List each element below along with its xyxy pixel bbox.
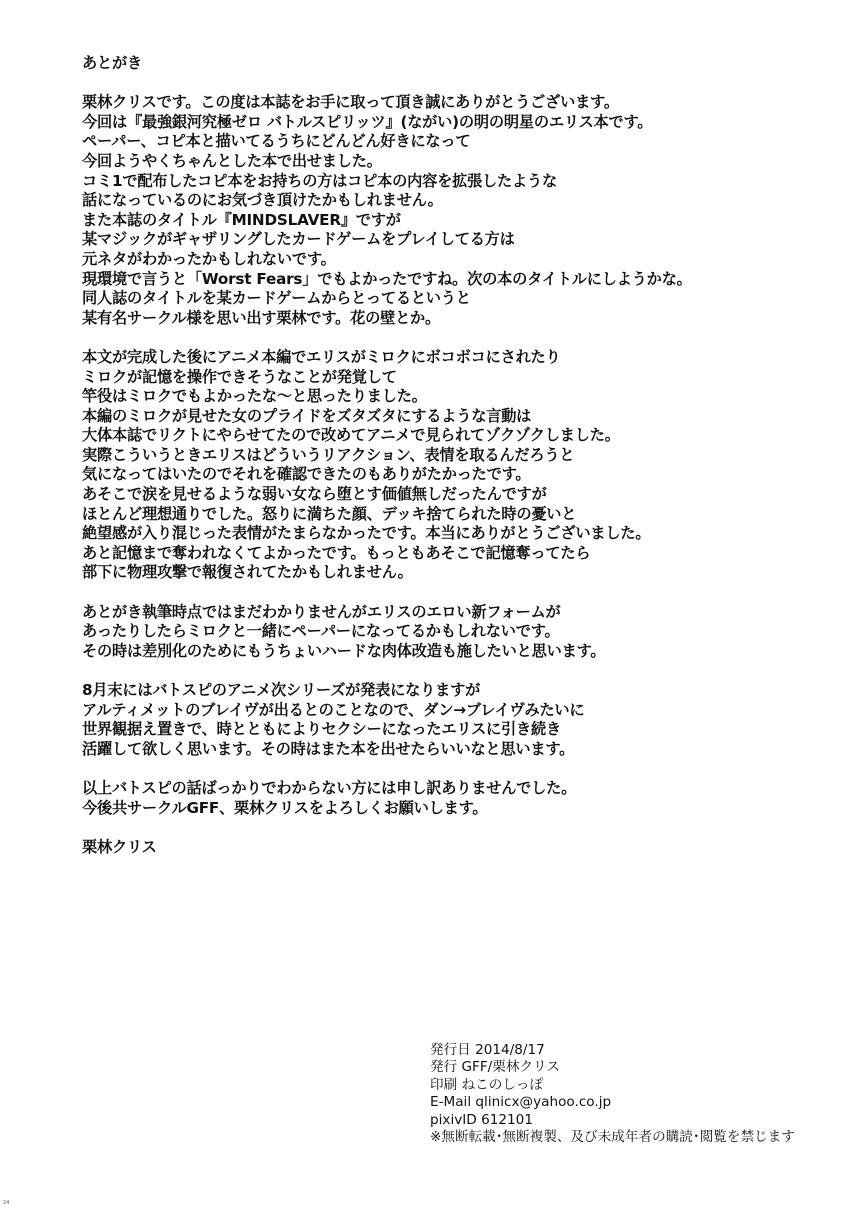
text-line: ペーパー、コピ本と描いてるうちにどんどん好きになって (82, 132, 471, 151)
text-line: コミ1で配布したコピ本をお持ちの方はコピ本の内容を拡張したような (82, 171, 557, 190)
afterword (82, 54, 802, 857)
text-line: 本編のミロクが見せた女のプライドをズタズタにするような言動は (82, 406, 532, 425)
text-line: 気になってはいたのでそれを確認できたのもありがたかったです。 (82, 465, 531, 484)
text-line: 話になっているのにお気づき頂けたかもしれません。 (82, 191, 443, 210)
text-line: 今後共サークルGFF、栗林クリスをよろしくお願いします。 (82, 798, 488, 817)
text-line: 絶望感が入り混じった表情がたまらなかったです。本当にありがとうございました。 (82, 524, 651, 543)
text-line: 8月末にはバトスピのアニメ次シリーズが発表になりますが (82, 681, 481, 699)
colophon-email: E-Mail qlinicx@yahoo.co.jp (430, 1094, 612, 1111)
text-line: 部下に物理攻撃で報復されてたかもしれません。 (82, 563, 413, 582)
text-line: 栗林クリスです。この度は本誌をお手に取って頂き誠にありがとうございます。 (82, 93, 619, 112)
text-line: また本誌のタイトル『MINDSLAVER』ですが (82, 210, 401, 229)
signature: 栗林クリス (82, 837, 157, 856)
text-line: ミロクが記憶を操作できそうなことが発覚して (82, 367, 397, 386)
colophon-pixiv-id: pixivID 612101 (430, 1111, 533, 1128)
page-number: 24 (3, 1200, 10, 1206)
afterword-heading: あとがき (82, 54, 142, 72)
text-line: あと記憶まで奪われなくてよかったです。もっともあそこで記憶奪ってたら (82, 543, 591, 562)
colophon (430, 1042, 850, 1146)
text-line: あとがき執筆時点ではまだわかりませんがエリスのエロい新フォームが (82, 602, 561, 621)
text-line: 世界観据え置きで、時とともによりセクシーになったエリスに引き続き (82, 720, 561, 739)
paragraph (82, 603, 802, 662)
text-line: あそこで涙を見せるような弱い女なら堕とす価値無しだったんですが (82, 485, 547, 504)
text-line: 竿役はミロクでもよかったな〜と思ったりました。 (82, 387, 427, 406)
paragraph (82, 348, 802, 583)
paragraph (82, 681, 802, 759)
colophon-notice: ※無断転載･無断複製、及び未成年者の購読･閲覧を禁じます (430, 1128, 795, 1145)
text-line: ほとんど理想通りでした。怒りに満ちた顔、デッキ捨てられた時の憂いと (82, 504, 577, 523)
text-line: あったりしたらミロクと一緒にペーパーになってるかもしれないです。 (82, 622, 560, 641)
colophon-publisher: 発行 GFF/栗林クリス (430, 1059, 560, 1076)
text-line: 元ネタがわかったかもしれないです。 (82, 249, 336, 268)
text-line: 今回ようやくちゃんとした本で出せました。 (82, 151, 382, 170)
text-line: 現環境で言うと「Worst Fears」でもよかったですね。次の本のタイトルにしようかな。 (82, 269, 692, 288)
text-line: 本文が完成した後にアニメ本編でエリスがミロクにボコボコにされたり (82, 347, 561, 366)
text-line: 同人誌のタイトルを某カードゲームからとってるというと (82, 289, 471, 308)
text-line: 以上バトスピの話ばっかりでわからない方には申し訳ありませんでした。 (82, 778, 577, 797)
paragraph (82, 779, 802, 818)
paragraph (82, 93, 802, 328)
colophon-printer: 印刷 ねこのしっぽ (430, 1076, 544, 1093)
text-line: 実際こういうときエリスはどういうリアクション、表情を取るんだろうと (82, 445, 575, 464)
text-line: アルティメットのブレイヴが出るとのことなので、ダン→ブレイヴみたいに (82, 700, 585, 719)
text-line: 活躍して欲しく思います。その時はまた本を出せたらいいなと思います。 (82, 739, 575, 758)
text-line: 某有名サークル様を思い出す栗林です。花の壁とか。 (82, 308, 441, 327)
text-line: 某マジックがギャザリングしたカードゲームをプレイしてる方は (82, 230, 515, 249)
text-line: 大体本誌でリクトにやらせてたので改めてアニメで見られてゾクゾクしました。 (82, 426, 620, 445)
text-line: その時は差別化のためにもうちょいハードな肉体改造も施したいと思います。 (82, 641, 606, 660)
colophon-date: 発行日 2014/8/17 (430, 1042, 545, 1058)
text-line: 今回は『最強銀河究極ゼロ バトルスピリッツ』(ながい)の明の明星のエリス本です。 (82, 112, 653, 131)
